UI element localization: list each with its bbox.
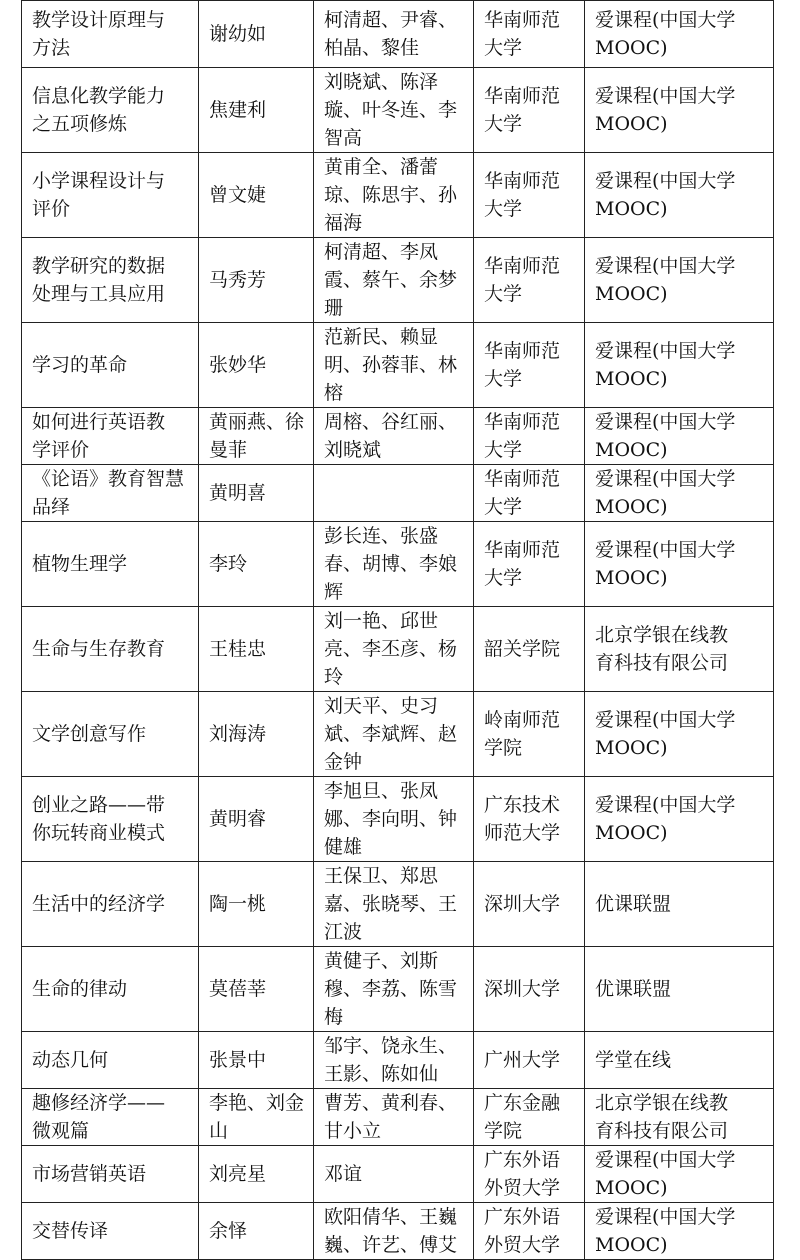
table-row (22, 522, 774, 607)
platform-cell: 爱课程(中国大学 MOOC) (585, 465, 774, 522)
course-name-cell: 生命的律动 (22, 947, 199, 1032)
platform-cell: 学堂在线 (585, 1032, 774, 1089)
course-lead-cell: 谢幼如 (199, 1, 314, 68)
table-row (22, 777, 774, 862)
school-cell: 华南师范 大学 (474, 153, 585, 238)
school-cell: 华南师范 大学 (474, 465, 585, 522)
course-lead-cell: 黄明喜 (199, 465, 314, 522)
school-cell: 深圳大学 (474, 862, 585, 947)
table-row (22, 408, 774, 465)
course-name-cell: 生命与生存教育 (22, 607, 199, 692)
team-members-cell: 黄健子、刘斯 穆、李荔、陈雪 梅 (314, 947, 474, 1032)
team-members-cell: 范新民、赖显 明、孙蓉菲、林 榕 (314, 323, 474, 408)
team-members-cell: 刘一艳、邱世 亮、李丕彦、杨 玲 (314, 607, 474, 692)
school-cell: 华南师范 大学 (474, 238, 585, 323)
team-members-cell: 欧阳倩华、王巍 巍、许艺、傅艾 (314, 1203, 474, 1260)
course-lead-cell: 陶一桃 (199, 862, 314, 947)
school-cell: 华南师范 大学 (474, 323, 585, 408)
course-table-body (22, 1, 774, 1260)
school-cell: 广东金融 学院 (474, 1089, 585, 1146)
table-row (22, 153, 774, 238)
school-cell: 广东外语 外贸大学 (474, 1203, 585, 1260)
course-lead-cell: 曾文婕 (199, 153, 314, 238)
team-members-cell: 刘天平、史习 斌、李斌辉、赵 金钟 (314, 692, 474, 777)
course-name-cell: 市场营销英语 (22, 1146, 199, 1203)
school-cell: 广东技术 师范大学 (474, 777, 585, 862)
platform-cell: 爱课程(中国大学 MOOC) (585, 522, 774, 607)
course-lead-cell: 余怿 (199, 1203, 314, 1260)
school-cell: 华南师范 大学 (474, 408, 585, 465)
team-members-cell: 柯清超、李凤 霞、蔡午、余梦 珊 (314, 238, 474, 323)
platform-cell: 优课联盟 (585, 862, 774, 947)
platform-cell: 爱课程(中国大学 MOOC) (585, 1, 774, 68)
team-members-cell: 周榕、谷红丽、 刘晓斌 (314, 408, 474, 465)
course-name-cell: 学习的革命 (22, 323, 199, 408)
course-table (21, 0, 774, 1260)
platform-cell: 爱课程(中国大学 MOOC) (585, 1203, 774, 1260)
team-members-cell: 柯清超、尹睿、 柏晶、黎佳 (314, 1, 474, 68)
school-cell: 深圳大学 (474, 947, 585, 1032)
course-lead-cell: 王桂忠 (199, 607, 314, 692)
platform-cell: 爱课程(中国大学 MOOC) (585, 238, 774, 323)
platform-cell: 爱课程(中国大学 MOOC) (585, 153, 774, 238)
course-name-cell: 创业之路——带 你玩转商业模式 (22, 777, 199, 862)
course-lead-cell: 焦建利 (199, 68, 314, 153)
table-row (22, 862, 774, 947)
school-cell: 广州大学 (474, 1032, 585, 1089)
school-cell: 韶关学院 (474, 607, 585, 692)
course-name-cell: 文学创意写作 (22, 692, 199, 777)
school-cell: 华南师范 大学 (474, 1, 585, 68)
course-name-cell: 信息化教学能力 之五项修炼 (22, 68, 199, 153)
team-members-cell: 王保卫、郑思 嘉、张晓琴、王 江波 (314, 862, 474, 947)
course-lead-cell: 张景中 (199, 1032, 314, 1089)
table-row (22, 68, 774, 153)
course-lead-cell: 黄丽燕、徐 曼菲 (199, 408, 314, 465)
course-name-cell: 如何进行英语教 学评价 (22, 408, 199, 465)
table-row (22, 238, 774, 323)
table-row (22, 607, 774, 692)
team-members-cell: 曹芳、黄利春、 甘小立 (314, 1089, 474, 1146)
course-lead-cell: 李玲 (199, 522, 314, 607)
course-name-cell: 教学研究的数据 处理与工具应用 (22, 238, 199, 323)
course-name-cell: 教学设计原理与 方法 (22, 1, 199, 68)
platform-cell: 爱课程(中国大学 MOOC) (585, 68, 774, 153)
course-name-cell: 交替传译 (22, 1203, 199, 1260)
team-members-cell: 邹宇、饶永生、 王影、陈如仙 (314, 1032, 474, 1089)
platform-cell: 北京学银在线教 育科技有限公司 (585, 607, 774, 692)
course-lead-cell: 刘亮星 (199, 1146, 314, 1203)
table-row (22, 947, 774, 1032)
school-cell: 华南师范 大学 (474, 522, 585, 607)
table-row (22, 1203, 774, 1260)
table-row (22, 465, 774, 522)
school-cell: 岭南师范 学院 (474, 692, 585, 777)
course-lead-cell: 李艳、刘金 山 (199, 1089, 314, 1146)
school-cell: 广东外语 外贸大学 (474, 1146, 585, 1203)
school-cell: 华南师范 大学 (474, 68, 585, 153)
course-name-cell: 植物生理学 (22, 522, 199, 607)
course-lead-cell: 莫蓓莘 (199, 947, 314, 1032)
course-lead-cell: 刘海涛 (199, 692, 314, 777)
platform-cell: 北京学银在线教 育科技有限公司 (585, 1089, 774, 1146)
platform-cell: 爱课程(中国大学 MOOC) (585, 1146, 774, 1203)
course-name-cell: 生活中的经济学 (22, 862, 199, 947)
team-members-cell: 彭长连、张盛 春、胡博、李娘 辉 (314, 522, 474, 607)
platform-cell: 爱课程(中国大学 MOOC) (585, 323, 774, 408)
course-name-cell: 趣修经济学—— 微观篇 (22, 1089, 199, 1146)
team-members-cell (314, 465, 474, 522)
team-members-cell: 刘晓斌、陈泽 璇、叶冬连、李 智高 (314, 68, 474, 153)
team-members-cell: 黄甫全、潘蕾 琼、陈思宇、孙 福海 (314, 153, 474, 238)
table-row (22, 323, 774, 408)
platform-cell: 优课联盟 (585, 947, 774, 1032)
table-row (22, 692, 774, 777)
table-row (22, 1146, 774, 1203)
course-lead-cell: 张妙华 (199, 323, 314, 408)
platform-cell: 爱课程(中国大学 MOOC) (585, 408, 774, 465)
course-name-cell: 《论语》教育智慧 品绎 (22, 465, 199, 522)
team-members-cell: 李旭旦、张凤 娜、李向明、钟 健雄 (314, 777, 474, 862)
course-lead-cell: 马秀芳 (199, 238, 314, 323)
platform-cell: 爱课程(中国大学 MOOC) (585, 692, 774, 777)
table-row (22, 1089, 774, 1146)
course-name-cell: 小学课程设计与 评价 (22, 153, 199, 238)
course-lead-cell: 黄明睿 (199, 777, 314, 862)
team-members-cell: 邓谊 (314, 1146, 474, 1203)
platform-cell: 爱课程(中国大学 MOOC) (585, 777, 774, 862)
course-name-cell: 动态几何 (22, 1032, 199, 1089)
table-row (22, 1032, 774, 1089)
table-row (22, 1, 774, 68)
